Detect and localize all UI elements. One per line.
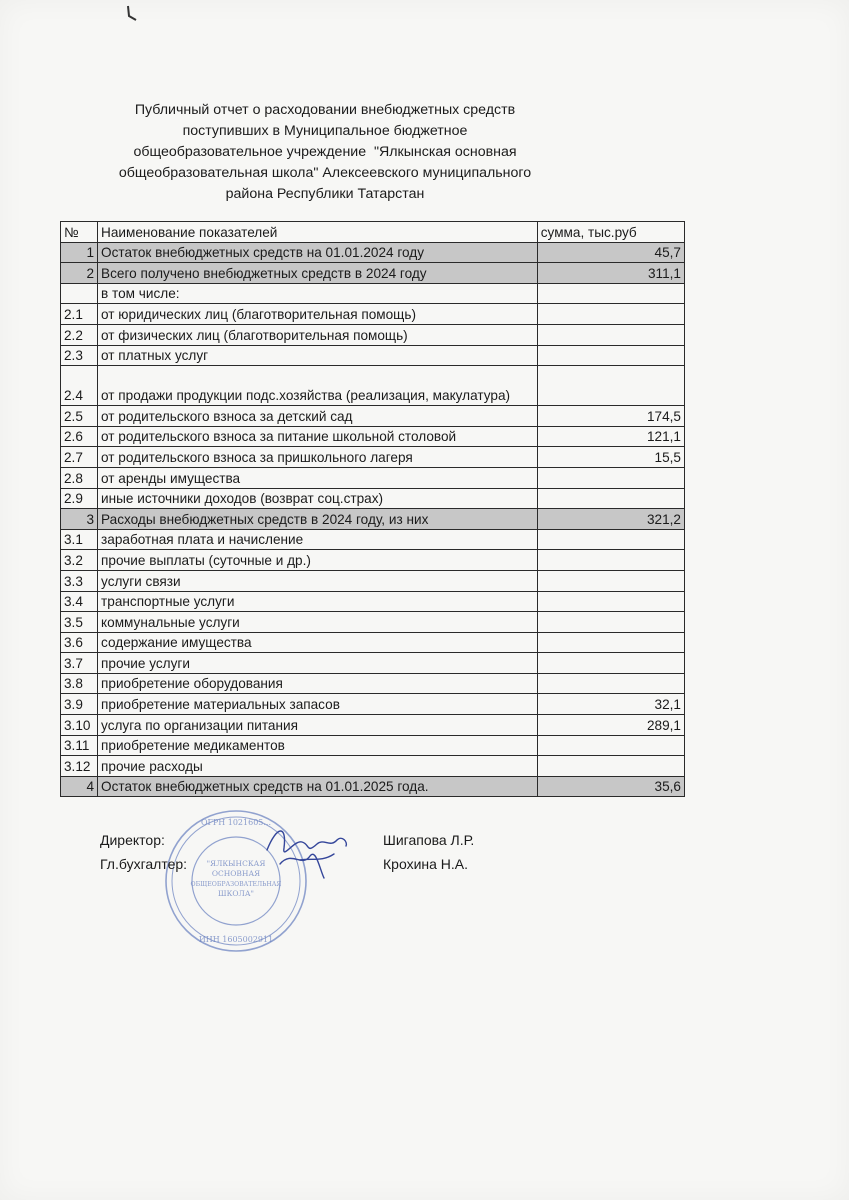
row-number: 3.5 (61, 612, 98, 633)
row-name: приобретение материальных запасов (98, 694, 538, 715)
row-value (537, 324, 684, 345)
row-number: 3.8 (61, 673, 98, 694)
row-value (537, 366, 684, 406)
row-number: 2.2 (61, 324, 98, 345)
row-value: 35,6 (537, 776, 684, 797)
row-name: прочие выплаты (суточные и др.) (98, 550, 538, 571)
row-name: иные источники доходов (возврат соц.страх) (98, 488, 538, 509)
row-number: 1 (61, 242, 98, 263)
row-value (537, 591, 684, 612)
title-line: Публичный отчет о расходовании внебюджетных средств (134, 102, 516, 118)
table-row (61, 735, 685, 756)
row-value (537, 632, 684, 653)
row-name: прочие расходы (98, 756, 538, 777)
row-name: от платных услуг (98, 345, 538, 366)
table-row (61, 324, 685, 345)
row-number: 2.5 (61, 406, 98, 427)
row-number: 3.1 (61, 529, 98, 550)
table-row (61, 756, 685, 777)
header-number: № (61, 222, 98, 243)
row-value (537, 467, 684, 488)
row-number: 2.1 (61, 304, 98, 325)
row-number: 2.3 (61, 345, 98, 366)
table-row (61, 447, 685, 468)
row-number: 4 (61, 776, 98, 797)
table-row (61, 509, 685, 530)
table-row (61, 426, 685, 447)
row-name: Остаток внебюджетных средств на 01.01.2025 года. (98, 776, 538, 797)
row-name: от родительского взноса за пришкольного лагеря (98, 447, 538, 468)
row-name: услуги связи (98, 570, 538, 591)
row-name: от продажи продукции подс.хозяйства (реализация, макулатура) (98, 366, 538, 406)
table-row (61, 776, 685, 797)
row-number: 2.9 (61, 488, 98, 509)
row-number: 3 (61, 509, 98, 530)
row-number: 2.4 (61, 366, 98, 406)
stamp-text: "ЯЛКЫНСКАЯ (206, 859, 266, 868)
handwritten-signature (262, 820, 352, 880)
table-row (61, 715, 685, 736)
accountant-label: Гл.бухгалтер: (100, 856, 188, 872)
table-row (61, 283, 685, 304)
table-row (61, 345, 685, 366)
table-row (61, 673, 685, 694)
table-row (61, 632, 685, 653)
row-name: заработная плата и начисление (98, 529, 538, 550)
stamp-text: ОБЩЕОБРАЗОВАТЕЛЬНАЯ (190, 881, 282, 888)
row-name: Остаток внебюджетных средств на 01.01.2024 году (98, 242, 538, 263)
row-value (537, 653, 684, 674)
row-value: 121,1 (537, 426, 684, 447)
row-name: от родительского взноса за детский сад (98, 406, 538, 427)
row-name: от физических лиц (благотворительная помощь) (98, 324, 538, 345)
table-row (61, 488, 685, 509)
table-row (61, 529, 685, 550)
row-name: от родительского взноса за питание школьной столовой (98, 426, 538, 447)
row-number: 3.7 (61, 653, 98, 674)
director-name: Шигапова Л.Р. (383, 832, 475, 848)
row-name: содержание имущества (98, 632, 538, 653)
row-name: приобретение оборудования (98, 673, 538, 694)
table-header-row (61, 222, 685, 243)
title-line: общеобразовательное учреждение "Ялкынская основная (133, 144, 517, 160)
row-name: в том числе: (98, 283, 538, 304)
row-name: транспортные услуги (98, 591, 538, 612)
stamp-text: ОГРН 1021605... (200, 818, 272, 827)
table-row (61, 304, 685, 325)
row-number: 3.2 (61, 550, 98, 571)
row-name: услуга по организации питания (98, 715, 538, 736)
table-row (61, 694, 685, 715)
row-value (537, 283, 684, 304)
stamp-text: ИНН 1605002911 (198, 935, 274, 944)
row-number: 2.7 (61, 447, 98, 468)
expense-report-table (60, 221, 685, 797)
row-number: 3.6 (61, 632, 98, 653)
row-value (537, 612, 684, 633)
row-value: 289,1 (537, 715, 684, 736)
table-row (61, 242, 685, 263)
table-row (61, 570, 685, 591)
table-row (61, 406, 685, 427)
row-name: прочие услуги (98, 653, 538, 674)
row-value: 174,5 (537, 406, 684, 427)
stamp-text: ШКОЛА" (218, 889, 254, 898)
row-number: 3.3 (61, 570, 98, 591)
row-value: 321,2 (537, 509, 684, 530)
row-value: 311,1 (537, 263, 684, 284)
row-value: 45,7 (537, 242, 684, 263)
table-row (61, 467, 685, 488)
title-line: района Республики Татарстан (225, 186, 425, 202)
row-value (537, 488, 684, 509)
row-number (61, 283, 98, 304)
row-value: 32,1 (537, 694, 684, 715)
header-indicator-name: Наименование показателей (98, 222, 538, 243)
table-row (61, 591, 685, 612)
row-number: 3.10 (61, 715, 98, 736)
row-value (537, 529, 684, 550)
row-number: 3.12 (61, 756, 98, 777)
report-title (90, 100, 560, 205)
row-value (537, 304, 684, 325)
row-name: Всего получено внебюджетных средств в 2024 году (98, 263, 538, 284)
row-number: 2.6 (61, 426, 98, 447)
row-name: от аренды имущества (98, 467, 538, 488)
row-value (537, 756, 684, 777)
row-number: 3.9 (61, 694, 98, 715)
table-row (61, 366, 685, 406)
stamp-text: ОСНОВНАЯ (211, 869, 261, 878)
row-name: от юридических лиц (благотворительная помощь) (98, 304, 538, 325)
table-row (61, 550, 685, 571)
row-value (537, 550, 684, 571)
table-row (61, 653, 685, 674)
table-row (61, 263, 685, 284)
row-name: Расходы внебюджетных средств в 2024 году, из них (98, 509, 538, 530)
header-amount: сумма, тыс.руб (537, 222, 684, 243)
row-value (537, 735, 684, 756)
row-name: коммунальные услуги (98, 612, 538, 633)
scan-artifact-mark (124, 4, 138, 24)
accountant-name: Крохина Н.А. (383, 856, 469, 872)
row-number: 3.4 (61, 591, 98, 612)
row-number: 3.11 (61, 735, 98, 756)
row-value (537, 345, 684, 366)
row-value (537, 570, 684, 591)
director-label: Директор: (100, 832, 165, 848)
title-line: поступивших в Муниципальное бюджетное (182, 123, 468, 139)
row-number: 2 (61, 263, 98, 284)
row-number: 2.8 (61, 467, 98, 488)
row-value (537, 673, 684, 694)
table-row (61, 612, 685, 633)
title-line: общеобразовательная школа" Алексеевского муниципального (118, 165, 532, 181)
row-name: приобретение медикаментов (98, 735, 538, 756)
row-value: 15,5 (537, 447, 684, 468)
